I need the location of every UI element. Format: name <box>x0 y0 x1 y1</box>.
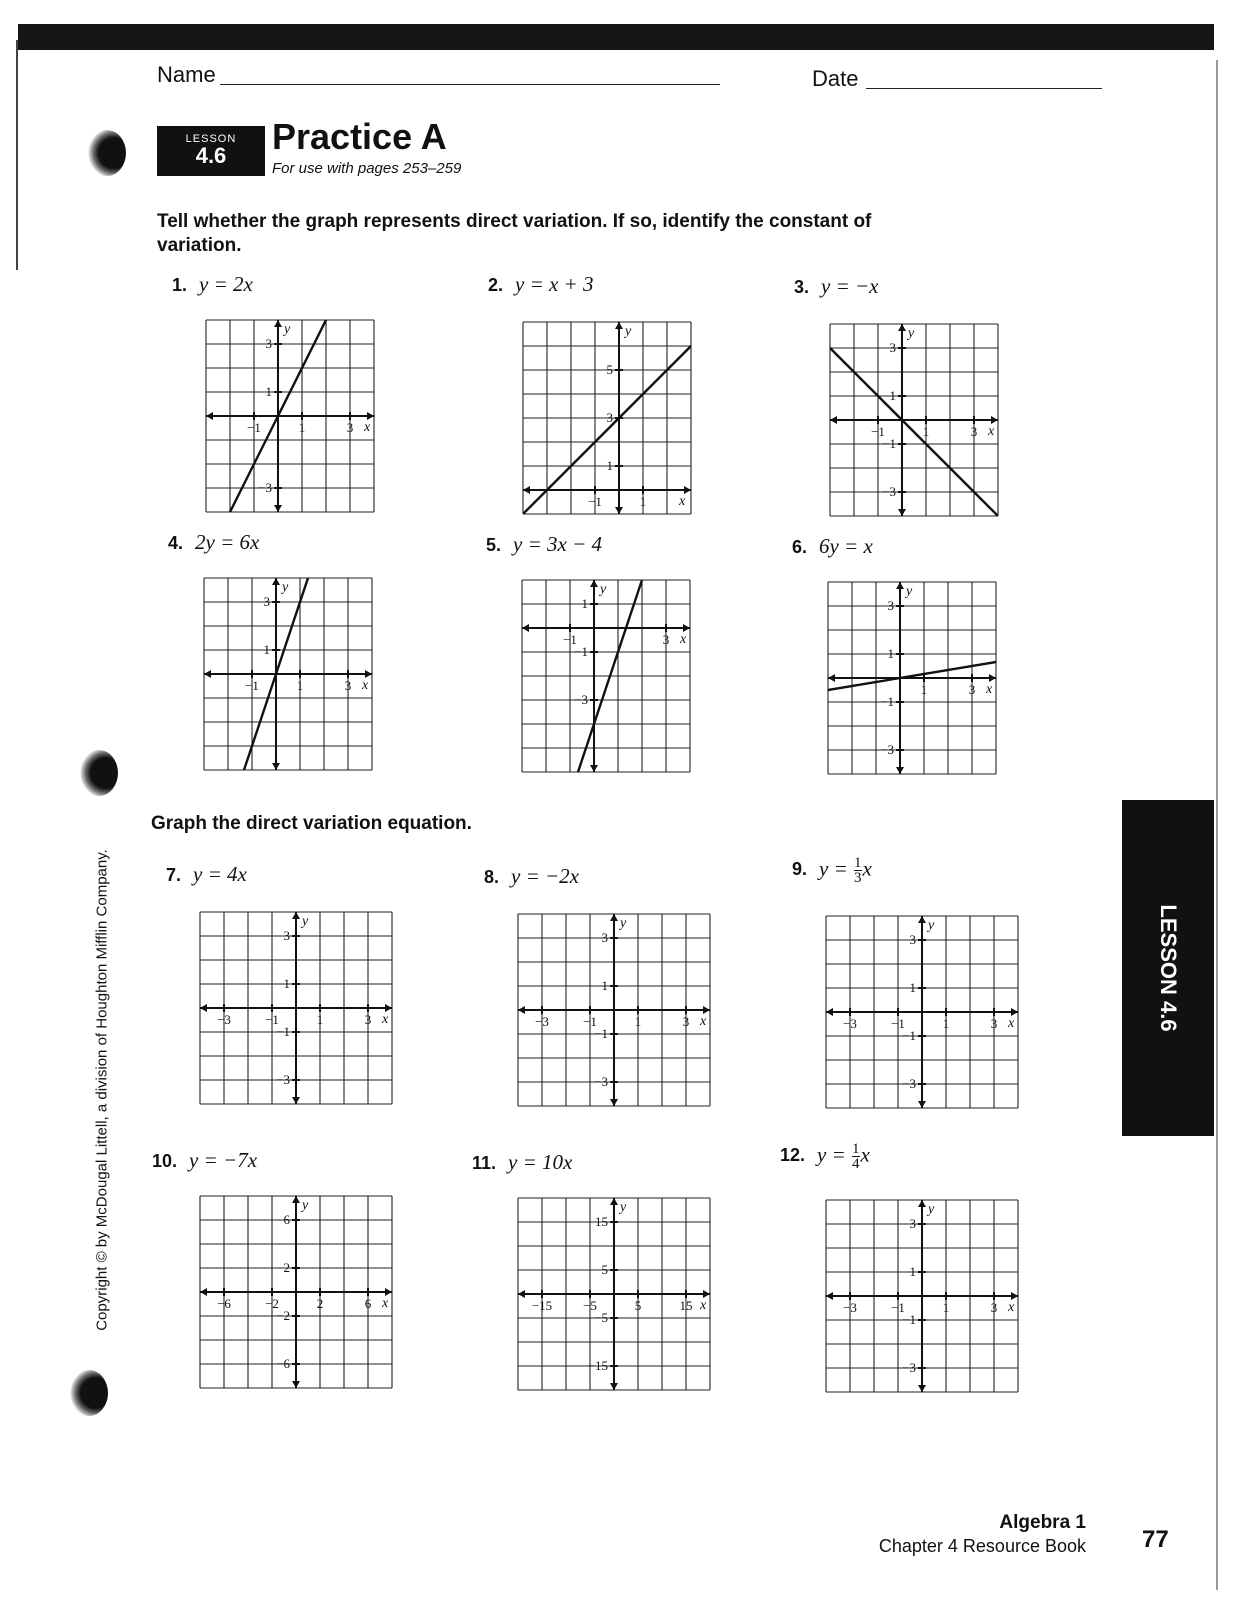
x-tick-label: 1 <box>298 420 306 435</box>
y-tick-label: −3 <box>574 692 588 707</box>
axis-label-x: x <box>382 1296 389 1311</box>
x-tick-label: −2 <box>265 1296 279 1311</box>
y-tick-label: −2 <box>276 1308 290 1323</box>
x-tick-label: 6 <box>364 1296 372 1311</box>
x-tick-label: −1 <box>563 632 577 647</box>
y-tick-label: 3 <box>889 340 896 355</box>
graph-problem-11[interactable] <box>518 1198 710 1390</box>
axis-label-y: y <box>928 918 935 933</box>
axis-label-x: x <box>700 1298 707 1313</box>
y-tick-label: −1 <box>902 1312 916 1327</box>
page-number: 77 <box>1142 1526 1169 1553</box>
axis-label-y: y <box>908 326 915 341</box>
axis-label-x: x <box>1008 1016 1015 1031</box>
side-tab-label: LESSON 4.6 <box>1156 904 1181 1032</box>
y-tick-label: 1 <box>263 642 270 657</box>
problem-6-label: 6. 6y = x <box>792 534 873 558</box>
graph-problem-9[interactable] <box>826 916 1018 1108</box>
y-tick-label: 1 <box>581 596 588 611</box>
x-tick-label: 3 <box>662 632 670 647</box>
y-tick-label: 1 <box>909 980 916 995</box>
graph-problem-6 <box>828 582 996 774</box>
problem-5-label: 5. y = 3x − 4 <box>486 532 602 556</box>
problem-9-label: 9. y = $\frac{1}{3}$ x <box>792 855 872 886</box>
y-tick-label: 1 <box>283 976 290 991</box>
x-tick-label: −1 <box>583 1014 597 1029</box>
y-tick-label: 3 <box>283 928 290 943</box>
section2-instructions: Graph the direct variation equation. <box>151 813 472 834</box>
x-tick-label: 3 <box>990 1016 998 1031</box>
y-tick-label: −1 <box>880 694 894 709</box>
lesson-number: 4.6 <box>195 143 227 168</box>
fraction-one-third: $\frac{1}{3}$ <box>854 855 862 886</box>
y-tick-label: −3 <box>594 1074 608 1089</box>
left-edge-line <box>16 40 18 270</box>
y-tick-label: −1 <box>276 1024 290 1039</box>
x-tick-label: −1 <box>265 1012 279 1027</box>
problem-2-label: 2. y = x + 3 <box>488 272 594 296</box>
top-scan-bar <box>18 24 1214 50</box>
x-tick-label: 3 <box>344 678 352 693</box>
axis-label-y: y <box>284 322 291 337</box>
graph-problem-1 <box>206 320 374 512</box>
footer-chapter: Chapter 4 Resource Book <box>878 1536 1086 1556</box>
right-edge-line <box>1216 60 1218 1590</box>
page-subtitle: For use with pages 253–259 <box>272 160 462 177</box>
y-tick-label: 1 <box>606 458 613 473</box>
graph-problem-7[interactable] <box>200 912 392 1104</box>
lesson-badge <box>157 126 265 176</box>
x-tick-label: 5 <box>634 1298 642 1313</box>
x-tick-label: −1 <box>245 678 259 693</box>
graph-line <box>158 128 422 656</box>
footer-book-title: Algebra 1 <box>999 1512 1086 1533</box>
axis-label-x: x <box>362 678 369 693</box>
y-tick-label: −1 <box>902 1028 916 1043</box>
problem-7-label: 7. y = 4x <box>166 862 247 886</box>
y-tick-label: −3 <box>880 742 894 757</box>
lesson-side-tab <box>1122 800 1214 1136</box>
x-tick-label: 1 <box>639 494 647 509</box>
date-field[interactable] <box>866 88 1102 89</box>
axis-label-x: x <box>700 1014 707 1029</box>
axis-label-y: y <box>302 1198 309 1213</box>
y-tick-label: −15 <box>587 1358 608 1373</box>
x-tick-label: 2 <box>316 1296 324 1311</box>
y-tick-label: 5 <box>606 362 613 377</box>
axis-label-y: y <box>620 916 627 931</box>
graph-line <box>780 654 1044 698</box>
graph-problem-3 <box>830 324 998 516</box>
date-label: Date <box>812 66 859 91</box>
axis-label-y: y <box>282 580 289 595</box>
x-tick-label: −3 <box>843 1300 857 1315</box>
x-tick-label: 1 <box>634 1014 642 1029</box>
axis-label-y: y <box>302 914 309 929</box>
axis-label-y: y <box>906 584 913 599</box>
y-tick-label: 1 <box>887 646 894 661</box>
y-tick-label: 5 <box>601 1262 608 1277</box>
problem-3-label: 3. y = −x <box>794 274 879 298</box>
y-tick-label: −5 <box>594 1310 608 1325</box>
axis-label-x: x <box>986 682 993 697</box>
axis-label-y: y <box>600 582 607 597</box>
page-title: Practice A <box>272 116 447 157</box>
x-tick-label: 3 <box>346 420 354 435</box>
y-tick-label: 3 <box>887 598 894 613</box>
x-tick-label: 1 <box>942 1300 950 1315</box>
problem-10-label: 10. y = −7x <box>152 1148 258 1172</box>
x-tick-label: −15 <box>531 1298 553 1313</box>
axis-label-y: y <box>928 1202 935 1217</box>
x-tick-label: −1 <box>891 1016 905 1031</box>
problem-1-label: 1. y = 2x <box>172 272 253 296</box>
problem-8-label: 8. y = −2x <box>484 864 579 888</box>
axis-label-x: x <box>1008 1300 1015 1315</box>
x-tick-label: 3 <box>682 1014 690 1029</box>
axis-label-x: x <box>988 424 995 439</box>
y-tick-label: −3 <box>902 1076 916 1091</box>
axis-label-y: y <box>625 324 632 339</box>
binder-hole-top <box>88 130 126 176</box>
x-tick-label: −3 <box>843 1016 857 1031</box>
y-tick-label: −1 <box>882 436 896 451</box>
x-tick-label: 1 <box>296 678 304 693</box>
x-tick-label: −1 <box>588 494 602 509</box>
y-tick-label: 1 <box>601 978 608 993</box>
x-tick-label: −1 <box>247 420 261 435</box>
y-tick-label: 6 <box>283 1212 290 1227</box>
x-tick-label: 3 <box>968 682 976 697</box>
y-tick-label: 3 <box>263 594 270 609</box>
problem-11-label: 11. y = 10x <box>472 1150 573 1174</box>
y-tick-label: 3 <box>601 930 608 945</box>
y-tick-label: 1 <box>909 1264 916 1279</box>
x-tick-label: 3 <box>364 1012 372 1027</box>
x-tick-label: −1 <box>871 424 885 439</box>
axis-label-x: x <box>382 1012 389 1027</box>
x-tick-label: −5 <box>583 1298 597 1313</box>
graph-problem-2 <box>523 322 691 514</box>
y-tick-label: 2 <box>283 1260 290 1275</box>
y-tick-label: 1 <box>265 384 272 399</box>
y-tick-label: 3 <box>909 1216 916 1231</box>
y-tick-label: 3 <box>265 336 272 351</box>
x-tick-label: −3 <box>217 1012 231 1027</box>
x-tick-label: 1 <box>316 1012 324 1027</box>
axis-label-x: x <box>679 494 686 509</box>
y-tick-label: −3 <box>902 1360 916 1375</box>
y-tick-label: −3 <box>276 1072 290 1087</box>
copyright-notice: Copyright © by McDougal Littell, a division of Houghton Mifflin Company. <box>93 849 111 1331</box>
graph-problem-10[interactable] <box>200 1196 392 1388</box>
graph-line <box>475 298 739 562</box>
name-label: Name <box>157 62 216 87</box>
y-tick-label: 3 <box>909 932 916 947</box>
x-tick-label: 1 <box>922 424 930 439</box>
y-tick-label: −1 <box>574 644 588 659</box>
y-tick-label: −1 <box>594 1026 608 1041</box>
graph-problem-12[interactable] <box>826 1200 1018 1392</box>
problem-4-label: 4. 2y = 6x <box>168 530 260 554</box>
y-tick-label: −3 <box>258 480 272 495</box>
binder-hole-middle <box>80 750 118 796</box>
x-tick-label: 1 <box>942 1016 950 1031</box>
axis-label-x: x <box>680 632 687 647</box>
name-field[interactable] <box>220 84 720 85</box>
graph-problem-8[interactable] <box>518 914 710 1106</box>
x-tick-label: 1 <box>920 682 928 697</box>
binder-hole-bottom <box>70 1370 108 1416</box>
problem-12-label: 12. y = $\frac{1}{4}$ x <box>780 1141 870 1172</box>
section1-instructions: Tell whether the graph represents direct variation. If so, identify the constant of variation. <box>157 211 872 256</box>
axis-label-x: x <box>364 420 371 435</box>
fraction-one-fourth: $\frac{1}{4}$ <box>852 1141 860 1172</box>
axis-label-y: y <box>620 1200 627 1215</box>
x-tick-label: −1 <box>891 1300 905 1315</box>
y-tick-label: 15 <box>595 1214 608 1229</box>
x-tick-label: −6 <box>217 1296 231 1311</box>
x-tick-label: 3 <box>990 1300 998 1315</box>
x-tick-label: 3 <box>970 424 978 439</box>
graph-problem-5 <box>522 580 690 772</box>
x-tick-label: 15 <box>679 1298 693 1313</box>
lesson-tag: LESSON <box>185 133 237 145</box>
x-tick-label: −3 <box>535 1014 549 1029</box>
y-tick-label: −6 <box>276 1356 290 1371</box>
y-tick-label: 3 <box>606 410 613 425</box>
y-tick-label: −3 <box>882 484 896 499</box>
y-tick-label: 1 <box>889 388 896 403</box>
graph-problem-4 <box>204 578 372 770</box>
